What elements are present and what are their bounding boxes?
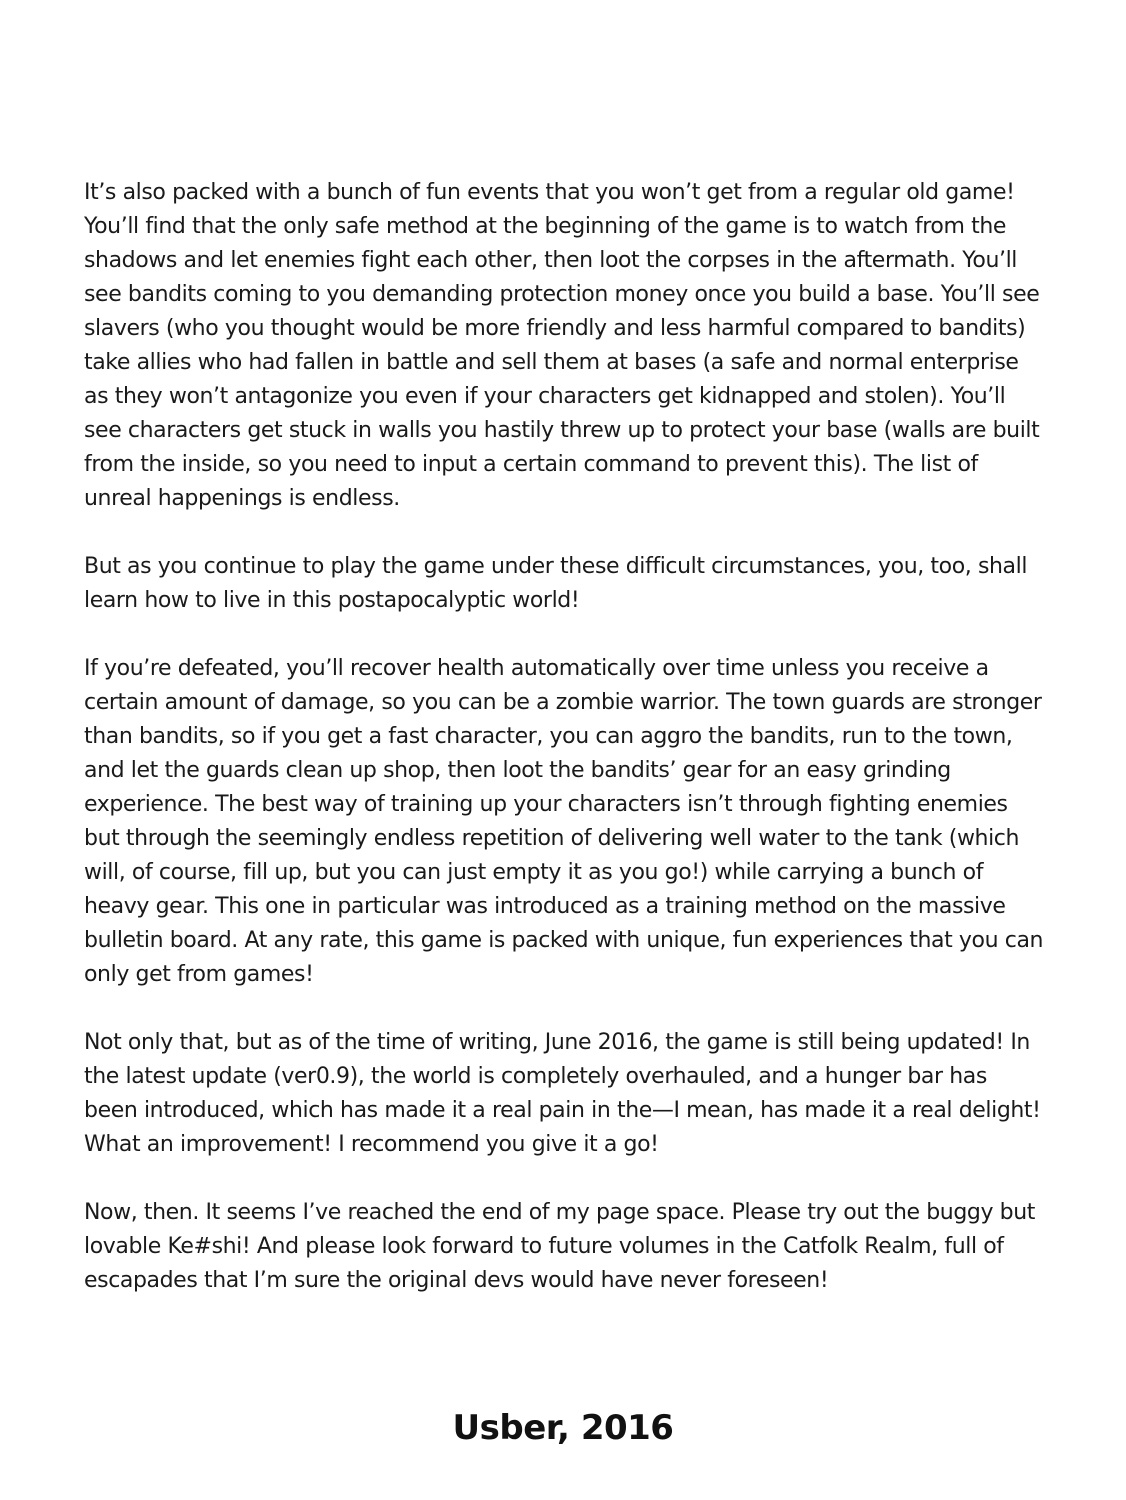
paragraph-learn-to-live: But as you continue to play the game under these difficult circumstances, you, too, shall learn how to live in this postapocalyptic world! (84, 554, 1028, 613)
paragraph-updates: Not only that, but as of the time of writing, June 2016, the game is still being updated! In the latest update (ver0.9), the world is completely overhauled, and a hunger bar has been introduced, which has made it a real pain in the—I mean, has made it a real delight! What an improvement! I recommend you give it a go! (84, 1030, 1041, 1157)
paragraph-closing: Now, then. It seems I’ve reached the end of my page space. Please try out the buggy but lovable Ke#shi! And please look forward to future volumes in the Catfolk Realm, full of escapades that I’m sure the original devs would have never foreseen! (84, 1200, 1036, 1293)
paragraph-tips: If you’re defeated, you’ll recover health automatically over time unless you receive a certain amount of damage, so you can be a zombie warrior. The town guards are stronger than bandits, so if you get a fast character, you can aggro the bandits, run to the town, and let the guards clean up shop, then loot the bandits’ gear for an easy grinding experience. The best way of training up your characters isn’t through fighting enemies but through the seemingly endless repetition of delivering well water to the tank (which will, of course, fill up, but you can just empty it as you go!) while carrying a bunch of heavy gear. This one in particular was introduced as a training method on the massive bulletin board. At any rate, this game is packed with unique, fun experiences that you can only get from games! (84, 656, 1044, 987)
paragraph-fun-events: It’s also packed with a bunch of fun events that you won’t get from a regular old game! You’ll find that the only safe method at the beginning of the game is to watch from the shadows and let enemies fight each other, then loot the corpses in the aftermath. You’ll see bandits coming to you demanding protection money once you build a base. You’ll see slavers (who you thought would be more friendly and less harmful compared to bandits) take allies who had fallen in battle and sell them at bases (a safe and normal enterprise as they won’t antagonize you even if your characters get kidnapped and stolen). You’ll see characters get stuck in walls you hastily threw up to protect your base (walls are built from the inside, so you need to input a certain command to prevent this). The list of unreal happenings is endless. (84, 180, 1040, 511)
author-signature: Usber, 2016 (452, 1408, 674, 1448)
article-body (84, 176, 1044, 1332)
